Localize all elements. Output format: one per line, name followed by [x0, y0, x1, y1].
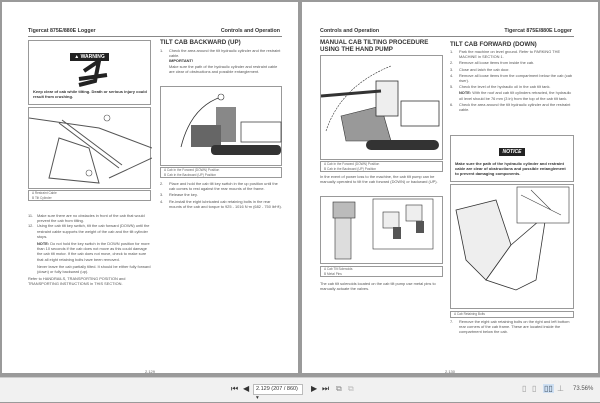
header-section: Controls and Operation	[220, 28, 280, 34]
figure-caption	[320, 161, 443, 172]
step-text: Check the area around the tilt hydraulic cylinder and the restraint cable.	[459, 101, 571, 113]
page-number: 2.130	[444, 369, 455, 374]
warning-label-text: WARNING	[80, 54, 105, 60]
warning-label: ▲ WARNING	[70, 53, 109, 61]
pdf-page-right	[302, 2, 598, 373]
pdf-page-left	[2, 2, 298, 373]
figure-tilt-cylinder	[28, 107, 151, 189]
zoom-level[interactable]: 73.56%	[573, 386, 594, 392]
step-text: Place and hold the cab tilt key switch in the up position until the cab comes to rest against the rear mounts of the frame.	[169, 181, 278, 192]
two-page-continuous-icon[interactable]: ⊥	[557, 384, 564, 393]
figure-manual-tilt	[320, 55, 443, 160]
step-number: 3.	[450, 66, 454, 72]
important-label: IMPORTANT!	[169, 58, 194, 64]
step-number: 2.	[450, 60, 454, 66]
last-page-button[interactable]: ⏭	[322, 384, 330, 393]
notice-label: NOTICE	[499, 148, 526, 156]
step-number: 4.	[160, 198, 164, 204]
previous-page-button[interactable]: ◀	[243, 384, 250, 393]
step-text: Remove the eight cab retaining bolts on the right and left bottom rear corners of the cab frame. These are located inside the compartment below the cab.	[459, 319, 570, 335]
step-text: Park the machine on level ground. Refer to PARKING THE MACHINE in SECTION 1.	[459, 49, 561, 60]
solenoid-text: The cab tilt solenoids located on the cab tilt pump use metal pins to manually actuate the valves.	[320, 281, 436, 292]
never-text: Never leave the cab partially tilted. It should be either fully forward (down) or fully backward (up).	[37, 263, 151, 275]
section-title: TILT CAB BACKWARD (UP)	[160, 39, 241, 46]
caption-a: A Cab in the Forward (DOWN) Position	[164, 168, 220, 172]
steps-list	[450, 49, 574, 112]
next-page-button[interactable]: ▶	[311, 384, 318, 393]
first-page-button[interactable]: ⏮	[231, 384, 239, 393]
step-text: Check the area around the tilt hydraulic cylinder and the restraint cable.	[169, 48, 281, 59]
section-title: TILT CAB FORWARD (DOWN)	[450, 41, 537, 48]
power-loss-text: In the event of power loss to the machine, the cab tilt pump can be manually operated to tilt the cab forward (DOWN) or backward (UP).	[320, 174, 438, 185]
step-text: Release the key.	[169, 192, 198, 198]
important-text: Make sure the path of the hydraulic cylinder and restraint cable are clear of obstructions and possible entanglement.	[169, 63, 278, 74]
page-display: 2.129 (207 / 860)	[256, 386, 298, 392]
figure-solenoids	[320, 196, 443, 264]
pdf-toolbar	[0, 377, 600, 402]
figure-caption	[28, 190, 151, 201]
steps-list	[160, 181, 282, 209]
caption-b: B Cab in the Backward (UP) Position	[164, 172, 217, 177]
continuous-view-icon[interactable]: ▯	[532, 384, 537, 393]
note-text: With the roof and cab tilt cylinders retracted, the hydraulic oil level should be 76 mm (3 in) from the top of the cab tilt tank.	[459, 90, 572, 101]
header-title: Tigercat 875E/880E Logger	[504, 28, 572, 34]
caption-a: A Cab Retaining Bolts	[454, 312, 486, 316]
caption-b: B Metal Pins	[324, 271, 342, 276]
caption-a: A Restraint Cable	[32, 191, 57, 195]
step-text: Make sure there are no obstacles in front of the cab that would prevent the cab from tilting.	[37, 213, 145, 224]
header-title: Tigercat 875E/880E Logger	[28, 28, 96, 34]
right-column-text	[160, 48, 282, 74]
warning-text: Keep clear of cab while tilting. Death or serious injury could result from crushing.	[33, 89, 147, 99]
caption-a: A Cab in the Forward (DOWN) Position	[324, 162, 380, 166]
caption-b: B Cab in the Backward (UP) Position	[324, 166, 377, 171]
header-section: Controls and Operation	[320, 28, 380, 34]
notice-text: Make sure the path of the hydraulic cylinder and restraint cable are clear of obstructions and possible entanglement to prevent damaging components.	[455, 161, 566, 177]
step-text: Re-install the eight lubricated cab retaining bolts in the rear mounts of the cab and torque to 925 - 1016 N·m (682 - 750 lbf·ft).	[169, 198, 282, 209]
figure-caption	[320, 266, 443, 277]
single-page-view-icon[interactable]: ▯	[522, 384, 527, 393]
left-column-text	[28, 213, 153, 287]
figure-caption	[160, 167, 282, 178]
step-number: 5.	[450, 84, 454, 90]
step-number: 11.	[28, 213, 34, 218]
caption-b: B Tilt Cylinder	[32, 195, 52, 200]
step-number: 1.	[160, 48, 164, 53]
step-number: 3.	[160, 192, 164, 198]
step-text: Remove all loose items from the compartment below the cab (cab riser).	[459, 72, 573, 84]
header-rule	[320, 36, 574, 37]
step-text: Close and latch the cab door.	[459, 66, 510, 72]
step-number: 2.	[160, 181, 164, 186]
step-number: 7.	[450, 319, 454, 324]
figure-cab-tilt	[160, 86, 282, 166]
caption-a: A Cab Tilt Solenoids	[324, 267, 353, 271]
note-label: NOTE:	[37, 241, 50, 247]
step-number: 1.	[450, 49, 454, 54]
two-page-view-icon[interactable]: ▯▯	[544, 384, 553, 393]
manual-title: MANUAL CAB TILTING PROCEDURE USING THE HAND PUMP	[320, 39, 429, 53]
step-text: Using the cab tilt key switch, tilt the cab forward (DOWN) until the restraint cable supports the weight of the cab and the tilt cylinder stops.	[37, 223, 150, 239]
step-text: Check the level of the hydraulic oil in the cab tilt tank.	[459, 84, 551, 90]
header-rule	[28, 36, 282, 37]
note-label: NOTE:	[459, 90, 472, 96]
page-number: 2.129	[144, 369, 155, 374]
figure-retaining-bolts	[450, 184, 574, 309]
refer-text: Refer to HANDRAILS, TRANSPORTING POSITION and TRANSPORTING INSTRUCTIONS in THIS SECTION.	[28, 276, 126, 287]
page-number-input[interactable]: 2.129 (207 / 860) ▾	[253, 384, 303, 395]
step-number: 12.	[28, 223, 34, 229]
back-view-icon[interactable]: ⧉	[336, 384, 342, 393]
warning-box	[28, 40, 151, 105]
notice-box	[450, 135, 574, 182]
forward-view-icon[interactable]: ⧉	[348, 384, 354, 393]
note-text: Do not hold the key switch in the DOWN position for more than 10 seconds if the cab does not move as this could damage the cab tilt motor. If the cab does not move, check to make sure that all eight retaining bolts have been removed.	[37, 241, 150, 262]
step-number: 6.	[450, 101, 454, 107]
step-number: 4.	[450, 72, 454, 78]
figure-caption	[450, 311, 574, 318]
step-7	[450, 319, 574, 335]
step-text: Remove all loose items from inside the cab.	[459, 60, 535, 66]
